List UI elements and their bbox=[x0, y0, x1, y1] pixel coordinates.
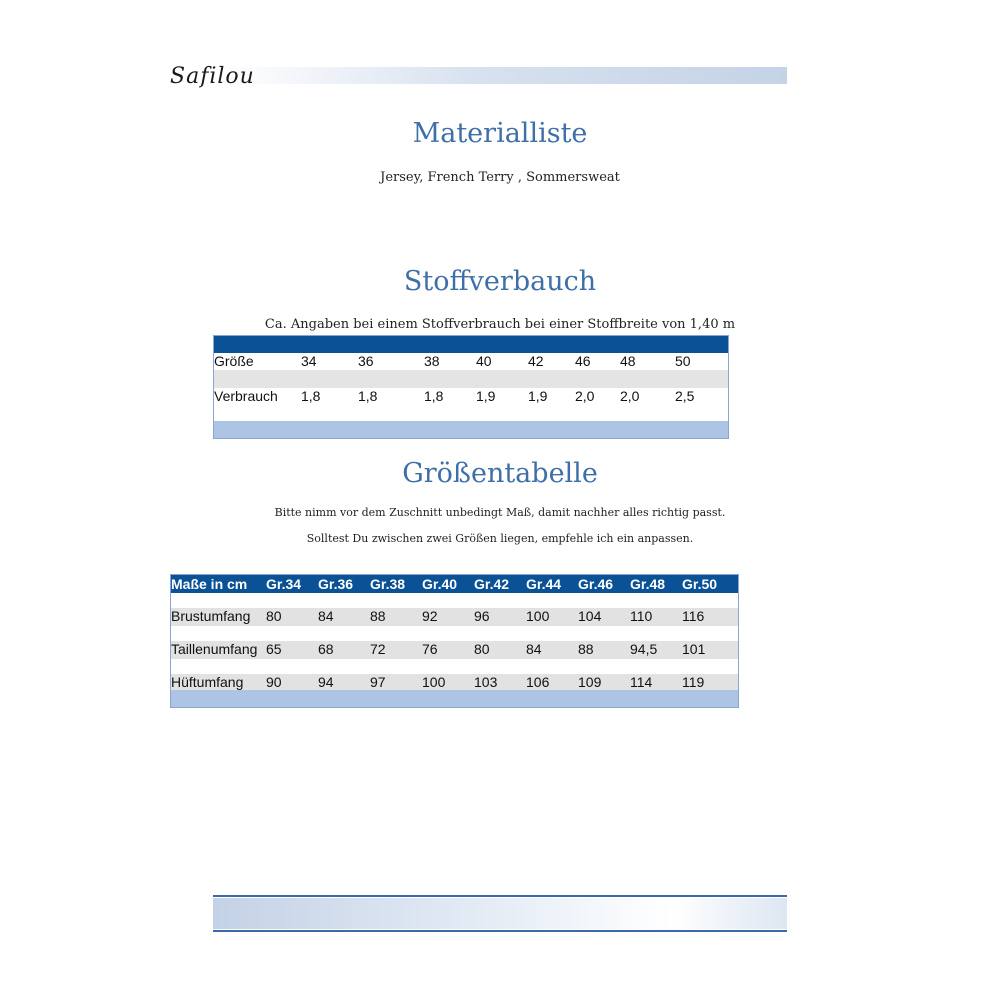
table-cell: 100 bbox=[422, 674, 446, 690]
table-row bbox=[214, 388, 728, 405]
table-cell: 96 bbox=[474, 608, 490, 624]
sizes-note-2: Solltest Du zwischen zwei Größen liegen, empfehle ich ein anpassen. bbox=[306, 532, 694, 545]
table-cell: 103 bbox=[474, 674, 498, 690]
table-row bbox=[214, 353, 728, 370]
table-row bbox=[171, 641, 738, 659]
table-cell: 88 bbox=[370, 608, 386, 624]
table-cell: 1,9 bbox=[476, 388, 496, 404]
table-cell: 48 bbox=[620, 353, 636, 369]
row-label: Hüftumfang bbox=[171, 674, 244, 690]
table-cell: 97 bbox=[370, 674, 386, 690]
table-cell: 1,8 bbox=[358, 388, 378, 404]
table-cell: 42 bbox=[528, 353, 544, 369]
header-cell: Gr.40 bbox=[422, 576, 458, 592]
table-cell: 1,8 bbox=[301, 388, 321, 404]
table-cell: 90 bbox=[266, 674, 282, 690]
footer-band bbox=[213, 898, 787, 929]
table-cell: 36 bbox=[358, 353, 374, 369]
table-cell: 88 bbox=[578, 641, 594, 657]
size-table-header bbox=[171, 575, 738, 593]
table-cell: 101 bbox=[682, 641, 706, 657]
table-cell: 1,9 bbox=[528, 388, 548, 404]
header-band bbox=[222, 67, 787, 84]
row-label: Brustumfang bbox=[171, 608, 251, 624]
table-cell: 2,5 bbox=[675, 388, 695, 404]
table-cell: 80 bbox=[474, 641, 490, 657]
table-cell: 94 bbox=[318, 674, 334, 690]
table-cell: 38 bbox=[424, 353, 440, 369]
table-cell: 76 bbox=[422, 641, 438, 657]
table-cell: 40 bbox=[476, 353, 492, 369]
row-label: Taillenumfang bbox=[171, 641, 258, 657]
table-cell: 2,0 bbox=[575, 388, 595, 404]
footer-rule bbox=[213, 930, 787, 932]
table-cell: 80 bbox=[266, 608, 282, 624]
size-table bbox=[170, 574, 739, 708]
logo: Safilou bbox=[170, 64, 255, 89]
header-cell: Gr.46 bbox=[578, 576, 614, 592]
table-cell: 2,0 bbox=[620, 388, 640, 404]
row-label: Größe bbox=[214, 353, 254, 369]
table-row bbox=[171, 608, 738, 626]
materials-title: Materialliste bbox=[412, 118, 588, 149]
table-cell: 84 bbox=[526, 641, 542, 657]
header-cell: Gr.50 bbox=[682, 576, 718, 592]
table-cell: 72 bbox=[370, 641, 386, 657]
table-cell: 46 bbox=[575, 353, 591, 369]
header-cell: Gr.44 bbox=[526, 576, 562, 592]
fabric-table bbox=[213, 335, 729, 439]
table-cell: 94,5 bbox=[630, 641, 658, 657]
header-cell: Gr.42 bbox=[474, 576, 510, 592]
table-cell: 119 bbox=[682, 674, 705, 690]
header-cell: Maße in cm bbox=[171, 576, 248, 592]
sizes-title: Größentabelle bbox=[402, 458, 598, 489]
materials-text: Jersey, French Terry , Sommersweat bbox=[380, 170, 620, 185]
header-cell: Gr.38 bbox=[370, 576, 406, 592]
header-cell: Gr.36 bbox=[318, 576, 354, 592]
table-header-bar bbox=[214, 336, 728, 353]
row-label: Verbrauch bbox=[214, 388, 278, 404]
table-cell: 92 bbox=[422, 608, 438, 624]
table-cell: 114 bbox=[630, 674, 653, 690]
table-cell: 1,8 bbox=[424, 388, 444, 404]
table-cell: 106 bbox=[526, 674, 550, 690]
table-cell: 34 bbox=[301, 353, 317, 369]
table-cell: 104 bbox=[578, 608, 602, 624]
fabric-title: Stoffverbauch bbox=[403, 266, 597, 297]
table-cell: 100 bbox=[526, 608, 550, 624]
table-footer-bar bbox=[214, 421, 728, 438]
table-stripe bbox=[214, 370, 728, 388]
header-cell: Gr.48 bbox=[630, 576, 666, 592]
table-cell: 84 bbox=[318, 608, 334, 624]
table-cell: 68 bbox=[318, 641, 334, 657]
sizes-note-1: Bitte nimm vor dem Zuschnitt unbedingt Maß, damit nachher alles richtig passt. bbox=[274, 506, 726, 519]
table-footer-bar bbox=[171, 690, 738, 707]
table-cell: 110 bbox=[630, 608, 653, 624]
fabric-note: Ca. Angaben bei einem Stoffverbrauch bei einer Stoffbreite von 1,40 m bbox=[264, 317, 736, 332]
table-cell: 65 bbox=[266, 641, 282, 657]
table-cell: 109 bbox=[578, 674, 602, 690]
table-cell: 116 bbox=[682, 608, 705, 624]
footer-rule bbox=[213, 895, 787, 897]
header-cell: Gr.34 bbox=[266, 576, 302, 592]
table-cell: 50 bbox=[675, 353, 691, 369]
